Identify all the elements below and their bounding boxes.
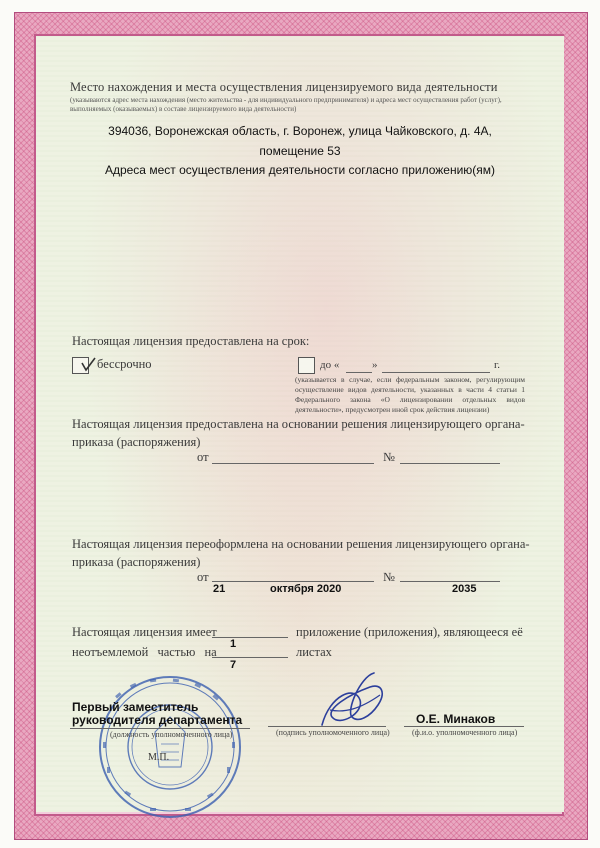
until-mid: » [372,359,378,371]
reissue-month-year: октября 2020 [270,583,342,595]
signer-position-line-1: Первый заместитель [72,700,199,714]
section-note: (указываются адрес места нахождения (место жительства - для индивидуального предпринимателя) и адреса мест осуществления работ (услуг), выполняемых (оказываемых) в составе лицензируемого вида деятельности) [70,96,502,113]
basis-number-sign: № [383,450,395,464]
term-label: Настоящая лицензия предоставлена на срок: [72,334,310,348]
reissue-number-line [400,581,500,582]
address-line-1: 394036, Воронежская область, г. Воронеж, улица Чайковского, д. 4А, [108,124,492,138]
basis-date-line [212,463,374,464]
until-prefix: до « [320,359,340,371]
name-caption: (ф.и.о. уполномоченного лица) [412,728,518,737]
reissue-from-label: от [197,570,209,584]
attachments-line-1-suffix: приложение (приложения), являющееся её [296,625,523,639]
address-line-2: помещение 53 [259,144,341,158]
signature-line [268,726,386,727]
official-seal [95,672,245,822]
basis-line-2: приказа (распоряжения) [72,435,201,449]
until-day-line [346,372,372,373]
reissue-number-sign: № [383,570,395,584]
position-line [70,728,250,729]
signer-position-line-2: руководителя департамента [72,713,243,727]
until-suffix: г. [494,359,501,371]
attachments-line-1-prefix: Настоящая лицензия имеет [72,625,217,639]
name-line [404,726,524,727]
until-date-checkbox [298,357,315,374]
checkmark-icon [80,357,96,373]
signer-name: О.Е. Минаков [416,712,496,726]
indefinite-label: бессрочно [97,357,152,371]
position-caption: (должность уполномоченного лица) [110,730,233,739]
reissue-line-1: Настоящая лицензия переоформлена на основании решения лицензирующего органа- [72,537,530,551]
reissue-date-line [212,581,374,582]
signature-caption: (подпись уполномоченного лица) [276,728,390,737]
attachments-line-2-suffix: листах [296,645,332,659]
attachments-count-line [212,637,288,638]
basis-from-label: от [197,450,209,464]
reissue-line-2: приказа (распоряжения) [72,555,201,569]
stamp-place-mark: М.П. [148,752,170,763]
until-note: (указывается в случае, если федеральным законом, регулирующим осуществление видов деятельности, указанных в части 4 статьи 1 Федерального закона «О лицензировании отдельных видов деятельности», предусмотрен иной срок действия лицензии) [295,375,525,414]
attachments-line-2-prefix: неотъемлемой частью на [72,645,217,659]
section-title: Место нахождения и места осуществления лицензируемого вида деятельности [70,80,498,94]
attachments-count: 1 [230,638,237,650]
until-month-line [382,372,490,373]
reissue-number: 2035 [452,583,477,595]
basis-line-1: Настоящая лицензия предоставлена на основании решения лицензирующего органа- [72,417,525,431]
reissue-day: 21 [213,583,226,595]
attachments-sheets-line [212,657,288,658]
basis-number-line [400,463,500,464]
address-line-3: Адреса мест осуществления деятельности согласно приложению(ям) [104,163,496,177]
attachments-sheets: 7 [230,659,237,671]
